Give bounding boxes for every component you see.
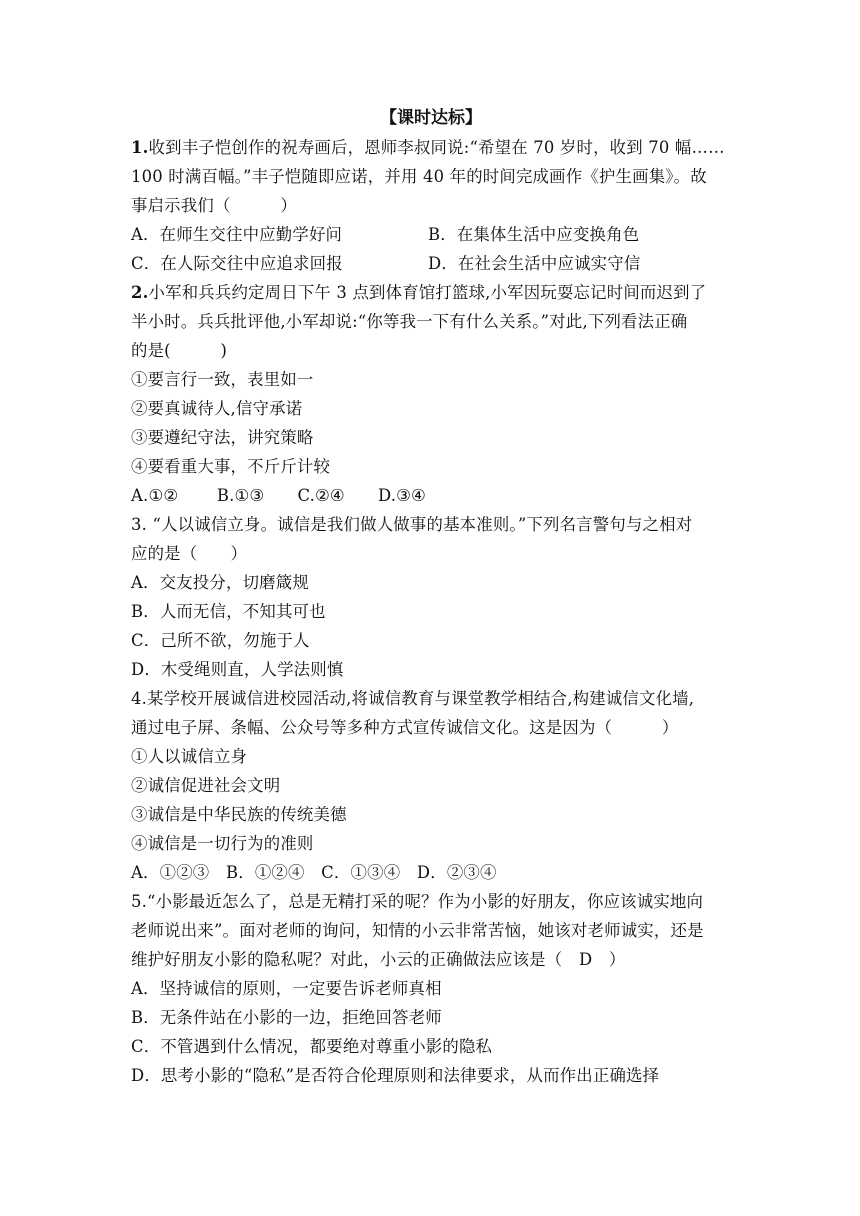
option-c: C．不管遇到什么情况，都要绝对尊重小影的隐私 — [131, 1037, 493, 1056]
question-text-line: 5.“小影最近怎么了，总是无精打采的呢？作为小影的好朋友，你应该诚实地向 — [131, 892, 704, 911]
option-a: A．坚持诚信的原则，一定要告诉老师真相 — [131, 979, 442, 998]
statement-item: ②要真诚待人,信守承诺 — [131, 399, 303, 418]
option-d: D．木受绳则直，人学法则慎 — [131, 660, 344, 679]
option-c: C．己所不欲，勿施于人 — [131, 631, 310, 650]
question-5 — [131, 887, 731, 1090]
option-a: A．在师生交往中应勤学好问 — [131, 225, 343, 244]
worksheet-page — [131, 104, 731, 1090]
statement-item: ①要言行一致，表里如一 — [131, 370, 314, 389]
statement-item: ④要看重大事，不斤斤计较 — [131, 457, 331, 476]
option-d: D．在社会生活中应诚实守信 — [428, 254, 641, 273]
question-text-line: 收到丰子恺创作的祝寿画后，恩师李叔同说:“希望在 70 岁时，收到 70 幅…… — [148, 138, 725, 157]
question-text-line: 4.某学校开展诚信进校园活动,将诚信教育与课堂教学相结合,构建诚信文化墙, — [131, 689, 695, 708]
question-text-line: 小军和兵兵约定周日下午 3 点到体育馆打篮球,小军因玩耍忘记时间而迟到了 — [148, 283, 707, 302]
question-text-line: 老师说出来”。面对老师的询问，知情的小云非常苦恼，她该对老师诚实，还是 — [131, 921, 704, 940]
option-a: A．交友投分，切磨箴规 — [131, 573, 309, 592]
statement-item: ①人以诚信立身 — [131, 747, 248, 766]
question-text-line: 的是( ) — [131, 341, 228, 360]
question-text-line: 维护好朋友小影的隐私呢？对此，小云的正确做法应该是（ D ） — [131, 950, 626, 969]
question-number: 1. — [131, 138, 149, 157]
option-c: C．在人际交往中应追求回报 — [131, 254, 343, 273]
statement-item: ④诚信是一切行为的准则 — [131, 834, 314, 853]
question-text-line: 100 时满百幅。”丰子恺随即应诺，并用 40 年的时间完成画作《护生画集》。故 — [131, 167, 707, 186]
question-3 — [131, 510, 731, 684]
option-b: B．无条件站在小影的一边，拒绝回答老师 — [131, 1008, 442, 1027]
question-2 — [131, 278, 731, 510]
option-d: D．思考小影的“隐私”是否符合伦理原则和法律要求，从而作出正确选择 — [131, 1066, 660, 1085]
statement-item: ③诚信是中华民族的传统美德 — [131, 805, 347, 824]
question-text-line: 通过电子屏、条幅、公众号等多种方式宣传诚信文化。这是因为（ ） — [131, 718, 679, 737]
question-1 — [131, 133, 731, 278]
statement-item: ③要遵纪守法，讲究策略 — [131, 428, 314, 447]
section-title: 【课时达标】 — [380, 108, 482, 128]
options-line: A．①②③ B．①②④ C．①③④ D．②③④ — [131, 863, 497, 882]
question-text-line: 半小时。兵兵批评他,小军却说:“你等我一下有什么关系。”对此,下列看法正确 — [131, 312, 688, 331]
statement-item: ②诚信促进社会文明 — [131, 776, 281, 795]
question-4 — [131, 684, 731, 887]
question-text-line: 应的是（ ） — [131, 544, 248, 563]
question-text-line: 3. “人以诚信立身。诚信是我们做人做事的基本准则。”下列名言警句与之相对 — [131, 515, 693, 534]
option-b: B．人而无信，不知其可也 — [131, 602, 326, 621]
question-number: 2. — [131, 283, 149, 302]
question-text-line: 事启示我们（ ） — [131, 196, 297, 215]
options-line: A.①② B.①③ C.②④ D.③④ — [131, 486, 426, 505]
option-b: B．在集体生活中应变换角色 — [428, 225, 640, 244]
